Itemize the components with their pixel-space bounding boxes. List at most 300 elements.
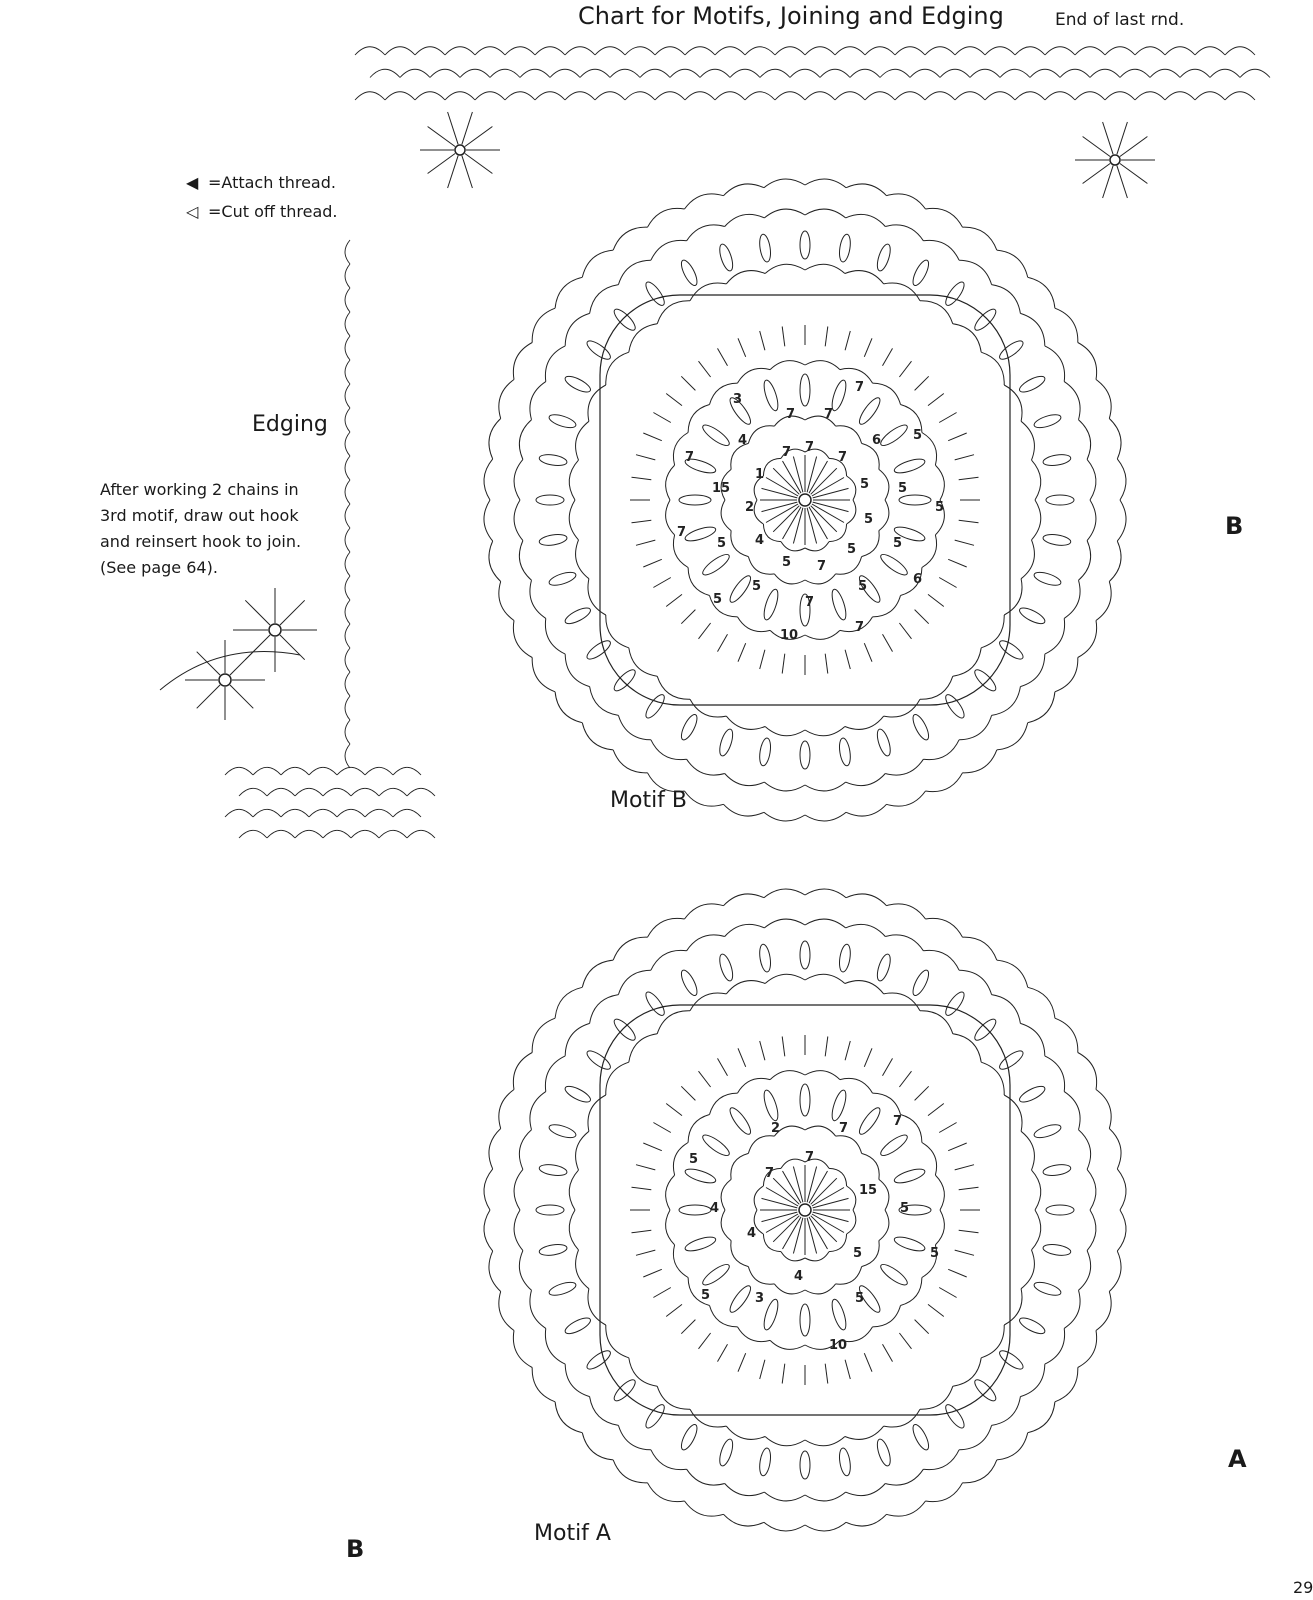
motif-b-diagram	[484, 179, 1126, 821]
motif-b-cluster	[758, 233, 772, 262]
motif-a-dc-spoke	[653, 1288, 670, 1298]
motif-a-cluster	[1042, 1243, 1071, 1257]
motif-b-round-arc	[781, 542, 805, 551]
edging-mesh-arc	[895, 47, 925, 55]
motif-a-center-spoke	[793, 1218, 803, 1254]
motif-b-round-arc	[953, 324, 981, 352]
motif-a-dc-spoke	[681, 1086, 695, 1100]
motif-b-cluster	[678, 258, 700, 287]
motif-b-round-arc	[805, 264, 845, 273]
corner-join-spoke	[1083, 164, 1111, 184]
motif-b-round-number: 2	[745, 500, 755, 515]
edging-mesh-arc	[323, 830, 351, 838]
chart-title: Chart for Motifs, Joining and Edging	[578, 2, 1004, 30]
motif-a-round-arc	[710, 1306, 738, 1327]
motif-b-dc-spoke	[955, 455, 974, 460]
motif-a-round-arc	[770, 1071, 805, 1080]
edging-mesh-arc	[910, 69, 940, 77]
motif-a-center-spoke	[773, 1178, 799, 1204]
motif-a-center-spoke	[762, 1212, 798, 1222]
motif-b-cluster	[943, 279, 968, 308]
motif-b-round-arc	[555, 692, 582, 723]
motif-b-round-arc	[514, 459, 523, 500]
edging-mesh-arc	[595, 92, 625, 100]
motif-b-round-arc	[545, 346, 565, 382]
motif-b-round-arc	[847, 476, 856, 500]
motif-b-cluster	[893, 456, 927, 475]
motif-a-dc-spoke	[915, 1086, 929, 1100]
motif-a-round-arc	[935, 1210, 944, 1245]
motif-a-round-arc	[901, 1115, 922, 1143]
motif-a-dc-spoke	[643, 1269, 662, 1277]
edging-mesh-arc	[345, 504, 350, 528]
motif-b-round-arc	[765, 727, 805, 736]
motif-a-round-number: 5	[853, 1246, 863, 1261]
edging-diagram	[225, 47, 1270, 838]
motif-b-round-arc	[618, 715, 651, 739]
motif-b-dc-spoke	[718, 634, 728, 651]
edging-mesh-arc	[1225, 47, 1255, 55]
motif-a-round-number: 2	[771, 1121, 781, 1136]
motif-a-round-arc	[687, 935, 725, 951]
motif-a-dc-spoke	[939, 1123, 956, 1133]
motif-b-round-number: 5	[913, 428, 923, 443]
motif-b-dc-spoke	[883, 634, 893, 651]
motif-b-round-arc	[688, 568, 709, 596]
motif-a-dc-spoke	[959, 1187, 979, 1190]
motif-b-round-arc	[981, 615, 1004, 648]
motif-b-cluster	[856, 395, 883, 427]
motif-b-round-arc	[805, 727, 845, 736]
motif-b-round-arc	[1021, 421, 1034, 460]
motif-b-dc-spoke	[681, 610, 695, 624]
motif-a-round-arc	[1028, 987, 1055, 1018]
motif-a-cluster	[829, 1089, 848, 1123]
motif-b-round-arc	[590, 285, 619, 314]
motif-a-round-number: 7	[893, 1114, 903, 1129]
motif-a-round-arc	[805, 919, 846, 928]
motif-b-round-arc	[721, 500, 731, 531]
motif-b-round-arc	[764, 782, 805, 791]
motif-a-round-arc	[725, 924, 765, 936]
motif-b-dc-spoke	[681, 376, 695, 390]
motif-a-round-arc	[885, 935, 923, 951]
motif-a-round-number: 7	[805, 1150, 815, 1165]
motif-b-cluster	[700, 422, 732, 449]
motif-b-round-number: 7	[824, 407, 834, 422]
motif-b-round-arc	[959, 260, 992, 284]
motif-b-round-number: 5	[717, 536, 727, 551]
motif-b-cluster	[548, 570, 578, 588]
join-detail-spoke	[197, 685, 220, 708]
motif-a-round-arc	[981, 1062, 1004, 1095]
edging-mesh-arc	[345, 576, 350, 600]
motif-b-round-arc	[887, 791, 926, 806]
edging-mesh-arc	[1015, 92, 1045, 100]
motif-a-round-arc	[545, 1056, 565, 1092]
motif-b-round-number: 7	[855, 380, 865, 395]
motif-b-round-arc	[963, 750, 997, 773]
motif-a-round-arc	[959, 970, 992, 994]
motif-b-cluster	[943, 692, 968, 721]
edging-mesh-arc	[415, 92, 445, 100]
motif-a-dc-spoke	[948, 1143, 967, 1151]
motif-a-round-arc	[532, 1018, 555, 1052]
motif-b-dc-spoke	[699, 623, 711, 639]
edging-mesh-arc	[345, 552, 350, 576]
motif-b-dc-spoke	[939, 578, 956, 588]
motif-a-dc-spoke	[883, 1344, 893, 1361]
motif-a-round-arc	[1032, 1210, 1041, 1250]
motif-a-cluster	[643, 1402, 668, 1431]
join-detail-spoke	[280, 600, 305, 625]
motif-a-round-arc	[731, 1153, 749, 1179]
motif-b-round-arc	[748, 557, 774, 575]
motif-b-round-arc	[992, 687, 1021, 716]
motif-b-cluster	[727, 573, 754, 605]
motif-b-round-arc	[1020, 313, 1044, 346]
edging-mesh-arc	[1195, 47, 1225, 55]
motif-a-dc-spoke	[666, 1304, 682, 1316]
motif-a-center-spoke	[807, 1167, 817, 1203]
motif-b-round-arc	[651, 740, 687, 760]
motif-a-dc-spoke	[928, 1304, 944, 1316]
edging-mesh-arc	[345, 336, 350, 360]
motif-a-round-arc	[513, 1331, 532, 1368]
motif-a-dc-spoke	[955, 1165, 974, 1170]
motif-a-dc-spoke	[699, 1333, 711, 1349]
motif-a-round-arc	[847, 1210, 856, 1234]
edging-mesh-arc	[880, 69, 910, 77]
motif-b-round-arc	[992, 285, 1021, 314]
motif-a-dc-spoke	[883, 1058, 893, 1075]
motif-a-dc-spoke	[760, 1360, 765, 1379]
motif-a-dc-spoke	[939, 1288, 956, 1298]
motif-a-round-arc	[484, 1210, 493, 1251]
motif-a-round-arc	[847, 1186, 856, 1210]
motif-a-round-arc	[590, 995, 619, 1024]
motif-a-cluster	[678, 968, 700, 997]
motif-b-round-number: 5	[782, 555, 792, 570]
motif-a-round-arc	[726, 981, 765, 994]
corner-join-spoke	[428, 154, 456, 174]
motif-a-round-arc	[721, 1179, 731, 1210]
motif-b-round-arc	[685, 194, 724, 209]
motif-a-cluster	[717, 1438, 735, 1468]
motif-b-cluster	[838, 233, 852, 262]
edging-mesh-arc	[625, 47, 655, 55]
corner-join-spoke	[1103, 166, 1114, 198]
motif-a-cluster	[684, 1234, 718, 1253]
motif-b-cluster	[878, 422, 910, 449]
motif-a-round-arc	[613, 937, 647, 960]
motif-a-round-arc	[805, 974, 845, 983]
motif-b-dc-spoke	[643, 433, 662, 441]
edging-mesh-arc	[775, 47, 805, 55]
motif-a-round-arc	[805, 1126, 836, 1136]
motif-b-round-number: 5	[935, 500, 945, 515]
motif-a-diagram	[484, 889, 1126, 1531]
motif-b-round-arc	[606, 615, 629, 648]
motif-a-round-arc	[1087, 1169, 1096, 1210]
motif-a-round-arc	[781, 1159, 805, 1168]
motif-b-round-arc	[879, 469, 889, 500]
motif-a-dc-spoke	[632, 1187, 652, 1190]
motif-a-round-arc	[805, 889, 846, 898]
edging-mesh-arc	[475, 47, 505, 55]
motif-a-round-arc	[1064, 1092, 1080, 1130]
motif-a-cluster	[761, 1298, 780, 1332]
edging-mesh-arc	[805, 47, 835, 55]
motif-b-dc-spoke	[955, 540, 974, 545]
motif-b-dc-spoke	[653, 578, 670, 588]
motif-a-round-arc	[687, 1469, 725, 1485]
motif-a-round-arc	[1032, 1170, 1041, 1210]
motif-b-round-arc	[885, 759, 923, 775]
motif-b-round-arc	[519, 420, 531, 460]
motif-b-cluster	[972, 667, 999, 694]
motif-a-round-arc	[582, 960, 613, 987]
motif-a-cluster	[538, 1243, 567, 1257]
motif-a-round-number: 4	[794, 1269, 804, 1284]
motif-b-round-number: 7	[805, 595, 815, 610]
motif-a-cluster	[548, 1122, 578, 1140]
motif-a-round-arc	[1096, 1090, 1111, 1129]
motif-a-dc-spoke	[632, 1230, 652, 1233]
edging-mesh-arc	[355, 47, 385, 55]
motif-b-round-arc	[657, 676, 690, 699]
motif-b-dc-spoke	[738, 643, 746, 662]
motif-b-round-arc	[499, 582, 514, 621]
motif-b-dc-spoke	[632, 477, 652, 480]
motif-b-cluster	[761, 588, 780, 622]
motif-b-cluster	[829, 588, 848, 622]
edging-mesh-arc	[1150, 69, 1180, 77]
join-detail-spoke	[230, 652, 253, 675]
motif-a-round-arc	[981, 1325, 1004, 1358]
motif-a-round-arc	[846, 924, 886, 936]
motif-a-round-arc	[845, 981, 884, 994]
edging-mesh-arc	[393, 809, 421, 817]
motif-b-round-arc	[726, 271, 765, 284]
motif-a-dc-spoke	[825, 1037, 828, 1057]
edging-mesh-arc	[267, 788, 295, 796]
motif-a-round-arc	[1078, 1331, 1097, 1368]
motif-b-cluster	[1033, 412, 1063, 430]
motif-b-round-arc	[555, 277, 582, 308]
motif-a-cluster	[972, 1016, 999, 1043]
join-detail-spoke	[280, 635, 305, 660]
motif-b-dc-spoke	[632, 520, 652, 523]
motif-b-round-arc	[764, 812, 805, 821]
motif-a-round-arc	[514, 1210, 523, 1251]
edging-mesh-arc	[820, 69, 850, 77]
motif-a-round-arc	[836, 1267, 862, 1285]
motif-b-round-number: 10	[780, 628, 799, 643]
motif-a-cluster	[1033, 1122, 1063, 1140]
motif-a-cluster	[943, 989, 968, 1018]
corner-join-spoke	[1117, 166, 1128, 198]
corner-join-spoke	[428, 127, 456, 147]
motif-a-round-arc	[1064, 1290, 1080, 1328]
motif-b-round-number: 3	[733, 392, 743, 407]
motif-a-round-arc	[781, 1252, 805, 1261]
motif-a-round-arc	[569, 1210, 578, 1250]
motif-a-round-arc	[1078, 1053, 1097, 1090]
edging-mesh-arc	[715, 92, 745, 100]
motif-b-cluster	[1017, 605, 1046, 627]
edging-mesh-arc	[895, 92, 925, 100]
motif-a-round-arc	[926, 1483, 963, 1502]
motif-b-side-label: B	[1225, 512, 1244, 540]
motif-a-cluster	[758, 943, 772, 972]
motif-a-round-arc	[1028, 1402, 1055, 1433]
motif-b-round-arc	[997, 723, 1028, 750]
edging-mesh-arc	[1210, 69, 1240, 77]
motif-a-round-number: 3	[755, 1291, 765, 1306]
motif-a-center-spoke	[762, 1198, 798, 1208]
motif-a-round-arc	[887, 1501, 926, 1516]
motif-b-round-arc	[846, 804, 886, 816]
motif-a-cluster	[997, 1048, 1026, 1073]
edging-mesh-arc	[281, 767, 309, 775]
motif-a-round-arc	[770, 1340, 805, 1349]
motif-b-round-arc	[1109, 419, 1121, 459]
attach-thread-label: =Attach thread.	[208, 173, 336, 192]
motif-b-round-number: 5	[898, 481, 908, 496]
motif-a-cluster	[875, 1438, 893, 1468]
cut-thread-label: =Cut off thread.	[208, 202, 338, 221]
edging-mesh-arc	[365, 767, 393, 775]
edging-mesh-arc	[460, 69, 490, 77]
motif-a-round-arc	[764, 1492, 805, 1501]
motif-b-round-number: 7	[677, 525, 687, 540]
motif-b-round-arc	[1117, 500, 1126, 541]
motif-b-round-arc	[489, 419, 501, 459]
motif-a-cluster	[1033, 1280, 1063, 1298]
corner-join-spoke	[1117, 122, 1128, 154]
motif-b-round-arc	[862, 531, 880, 557]
edging-mesh-arc	[345, 624, 350, 648]
edging-mesh-arc	[385, 92, 415, 100]
edging-mesh-arc	[595, 47, 625, 55]
edging-mesh-arc	[345, 240, 350, 264]
edging-mesh-arc	[700, 69, 730, 77]
edging-mesh-arc	[253, 767, 281, 775]
motif-b-dc-spoke	[738, 338, 746, 357]
motif-a-side-label: A	[1228, 1445, 1247, 1473]
motif-b-dc-spoke	[666, 394, 682, 406]
motif-b-round-arc	[687, 225, 725, 241]
motif-b-cluster	[563, 605, 592, 627]
motif-b-cluster	[678, 712, 700, 741]
motif-a-round-arc	[879, 1179, 889, 1210]
edging-mesh-arc	[351, 788, 379, 796]
motif-b-round-arc	[532, 308, 555, 342]
motif-a-round-number: 4	[710, 1201, 720, 1216]
motif-a-cluster	[878, 1261, 910, 1288]
motif-a-round-arc	[953, 1358, 981, 1386]
motif-b-label: Motif B	[610, 788, 688, 813]
motif-a-round-arc	[1087, 1210, 1096, 1251]
motif-a-dc-spoke	[636, 1250, 655, 1255]
motif-b-dc-spoke	[939, 413, 956, 423]
edging-mesh-arc	[580, 69, 610, 77]
motif-a-cluster	[727, 1105, 754, 1137]
motif-b-cluster	[611, 667, 638, 694]
motif-a-cluster	[829, 1298, 848, 1332]
motif-b-round-arc	[1045, 618, 1065, 654]
motif-b-round-arc	[754, 500, 763, 524]
motif-a-cluster	[700, 1261, 732, 1288]
motif-a-dc-spoke	[955, 1250, 974, 1255]
motif-a-round-arc	[629, 1034, 657, 1062]
attach-thread-icon: ◀	[186, 173, 199, 192]
motif-b-round-arc	[846, 214, 886, 226]
motif-b-round-arc	[885, 225, 923, 241]
motif-a-round-arc	[1055, 1368, 1078, 1402]
motif-b-round-arc	[805, 179, 846, 188]
motif-b-dc-spoke	[643, 559, 662, 567]
motif-b-round-arc	[805, 542, 829, 551]
motif-a-dc-spoke	[681, 1320, 695, 1334]
edging-mesh-arc	[345, 384, 350, 408]
motif-a-round-arc	[726, 1426, 765, 1439]
motif-a-round-arc	[953, 1034, 981, 1062]
corner-join-spoke	[448, 112, 459, 144]
edging-mesh-arc	[685, 92, 715, 100]
motif-b-dc-spoke	[825, 654, 828, 674]
edging-mesh-arc	[520, 69, 550, 77]
motif-a-round-arc	[685, 1501, 724, 1516]
edging-mesh-arc	[655, 47, 685, 55]
motif-a-round-arc	[545, 1328, 565, 1364]
motif-b-round-arc	[1087, 500, 1096, 541]
motif-a-round-arc	[565, 1364, 589, 1397]
motif-a-cluster	[800, 1304, 810, 1336]
motif-b-round-arc	[953, 648, 981, 676]
motif-a-round-arc	[1117, 1169, 1126, 1210]
edging-mesh-arc	[1105, 47, 1135, 55]
motif-a-dc-spoke	[825, 1364, 828, 1384]
end-of-last-round-note: End of last rnd.	[1055, 10, 1185, 30]
edging-label: Edging	[252, 412, 328, 437]
motif-a-round-arc	[721, 1210, 731, 1241]
motif-b-round-arc	[847, 500, 856, 524]
motif-a-cluster	[838, 943, 852, 972]
edging-mesh-arc	[295, 830, 323, 838]
motif-b-round-number: 6	[872, 433, 882, 448]
motif-b-round-arc	[726, 716, 765, 729]
motif-a-round-arc	[862, 1153, 880, 1179]
motif-a-round-arc	[606, 1325, 629, 1358]
motif-a-cluster	[611, 1016, 638, 1043]
corner-join-spoke	[448, 156, 459, 188]
motif-a-round-arc	[606, 1062, 629, 1095]
legend-cut-thread	[186, 202, 338, 221]
corner-join-ring	[1110, 155, 1120, 165]
motif-a-cluster	[910, 1422, 932, 1451]
edging-mesh-arc	[1135, 92, 1165, 100]
motif-a-round-arc	[555, 1402, 582, 1433]
motif-b-round-arc	[613, 227, 647, 250]
motif-b-round-arc	[1028, 692, 1055, 723]
motif-a-cluster	[1017, 1315, 1046, 1337]
motif-a-round-number: 7	[765, 1166, 775, 1181]
motif-b-square-frame	[600, 295, 1010, 705]
edging-mesh-arc	[345, 744, 350, 768]
motif-b-round-arc	[805, 782, 846, 791]
